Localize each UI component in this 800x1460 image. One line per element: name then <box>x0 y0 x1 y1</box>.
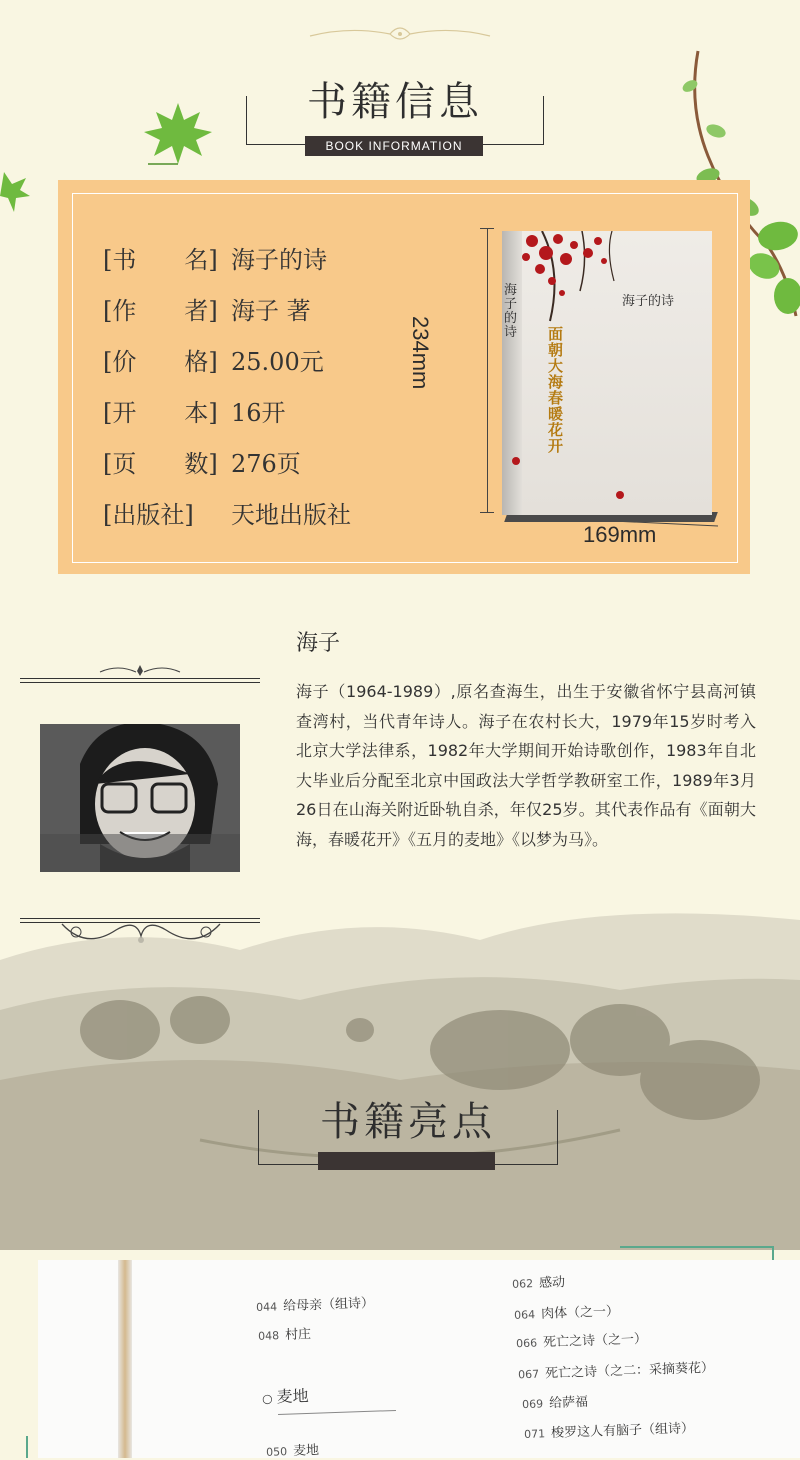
author-name: 海子 <box>296 631 341 656</box>
info-row-format <box>103 393 286 428</box>
author-bio: 海子（1964-1989）,原名查海生，出生于安徽省怀宁县高河镇查湾村，当代青年诗人。海子在农村长大，1979年15岁时考入北京大学法律系，1982年大学期间开始诗歌创作，1983年自北大毕业后分配至北京中国政法大学哲学教研室工作，1989年3月26日在山海关附近卧轨自杀，年仅25岁。其代表作品有《面朝大海，春暖花开》《五月的麦地》《以梦为马》。 <box>296 682 756 849</box>
info-row-pages <box>103 444 301 479</box>
info-value: 海子的诗 <box>231 246 327 274</box>
height-dimension-line <box>487 228 488 512</box>
book-spine-title: 海子的诗 <box>504 283 518 340</box>
section-subtitle-book-info: BOOK INFORMATION <box>305 136 483 156</box>
toc-item: 062 感动 <box>511 1275 566 1291</box>
toc-item: 064 肉体（之一） <box>513 1304 620 1322</box>
toc-section-heading: ○ 麦地 <box>261 1386 309 1407</box>
book-cover-art <box>502 231 712 515</box>
info-key: [页 数] <box>103 450 218 478</box>
toc-item: 071 梭罗这人有脑子（组诗） <box>523 1421 695 1442</box>
info-row-publisher <box>103 495 351 530</box>
book-height-label: 234mm <box>408 316 433 390</box>
scroll-ornament-icon <box>96 662 184 678</box>
info-key: [价 格] <box>103 348 218 376</box>
top-ornament <box>300 18 500 48</box>
accent-line <box>620 1246 774 1248</box>
section-header-bar <box>318 1152 495 1170</box>
author-photo <box>40 724 240 872</box>
section-title-highlights: 书籍亮点 <box>320 1099 496 1145</box>
divider-line <box>20 682 260 683</box>
info-value: 海子 著 <box>231 297 311 325</box>
book-width-label: 169mm <box>583 522 657 547</box>
section-title-book-info: 书籍信息 <box>307 79 483 125</box>
info-value: 16开 <box>231 399 286 427</box>
info-key: [书 名] <box>103 246 218 274</box>
book-cover-tagline: 面朝大海 春暖花开 <box>548 325 564 455</box>
toc-item: 048 村庄 <box>257 1327 312 1343</box>
info-value: 276页 <box>231 450 301 478</box>
toc-item: 067 死亡之诗（之二：采摘葵花） <box>517 1360 715 1382</box>
toc-item: 066 死亡之诗（之一） <box>515 1331 648 1351</box>
info-row-price <box>103 342 324 377</box>
toc-item: 069 给萨福 <box>521 1394 589 1412</box>
accent-line <box>26 1436 28 1458</box>
landscape-illustration <box>0 880 800 1250</box>
divider-line <box>20 678 260 679</box>
info-value: 天地出版社 <box>231 501 351 529</box>
book-cover-title: 海子的诗 <box>622 294 675 309</box>
info-key: [出版社] <box>103 501 194 529</box>
info-row-title <box>103 240 327 275</box>
page-binding <box>118 1260 132 1458</box>
dimension-tick <box>480 228 494 229</box>
maple-leaf-icon <box>138 98 218 168</box>
toc-item: 044 给母亲（组诗） <box>255 1295 375 1315</box>
info-key: [开 本] <box>103 399 218 427</box>
info-key: [作 者] <box>103 297 218 325</box>
maple-leaf-icon <box>0 168 32 214</box>
info-row-author <box>103 291 311 326</box>
dimension-tick <box>480 512 494 513</box>
toc-item: 050 麦地 <box>265 1443 320 1459</box>
info-value: 25.00元 <box>231 348 324 376</box>
